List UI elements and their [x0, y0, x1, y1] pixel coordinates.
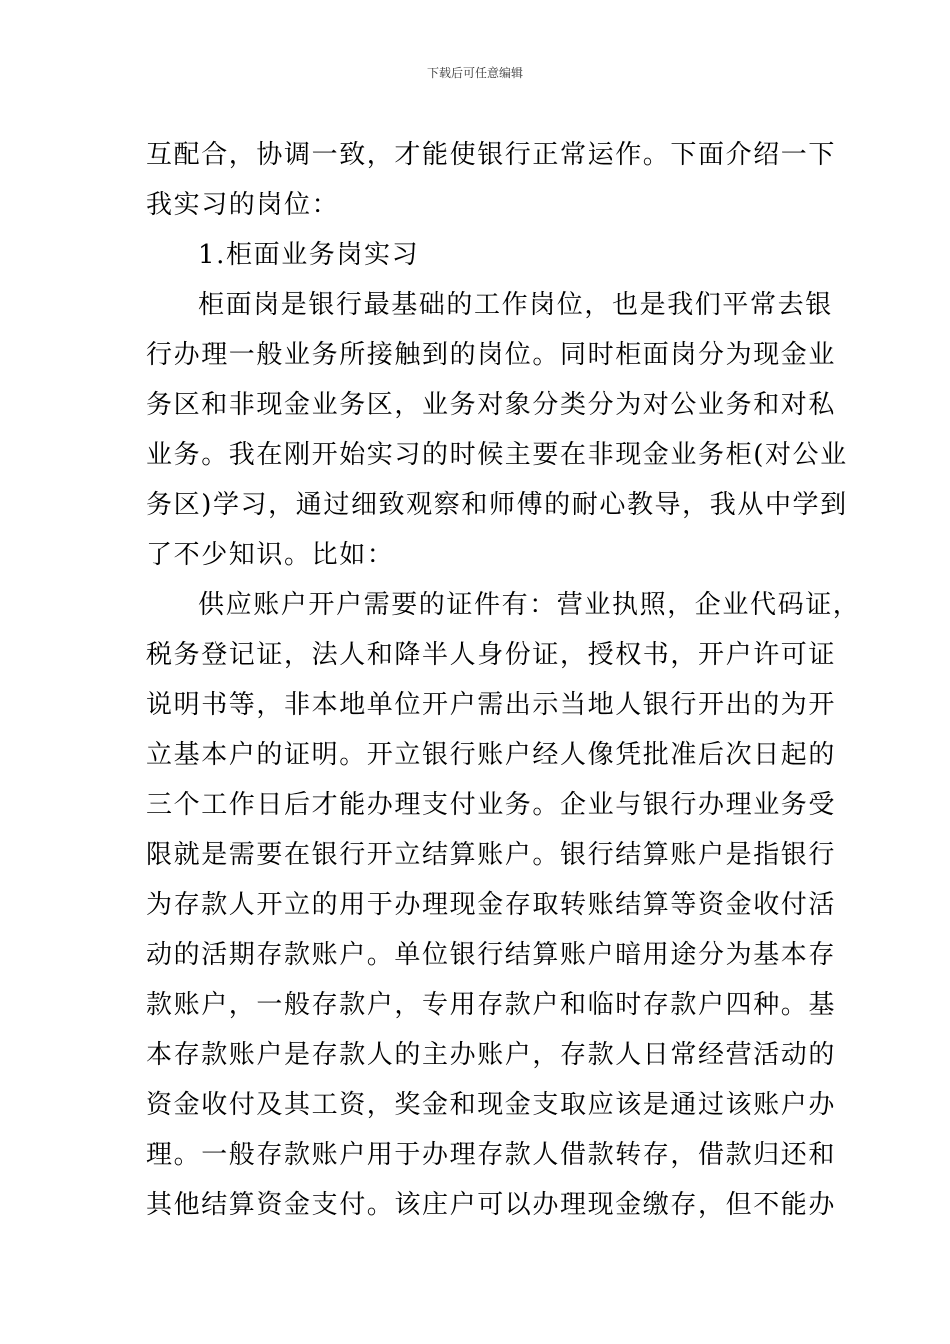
text-line: 限就是需要在银行开立结算账户。银行结算账户是指银行 [146, 840, 837, 870]
text-line: 税务登记证，法人和降半人身份证，授权书，开户许可证 [146, 640, 837, 670]
text-line: 为存款人开立的用于办理现金存取转账结算等资金收付活 [146, 890, 837, 920]
paragraph-start: 供应账户开户需要的证件有：营业执照，企业代码证， [198, 590, 861, 620]
text-line: 其他结算资金支付。该庄户可以办理现金缴存，但不能办 [146, 1190, 837, 1220]
text-line: 本存款账户是存款人的主办账户，存款人日常经营活动的 [146, 1040, 837, 1070]
body-text [146, 130, 861, 1230]
text-line: 款账户，一般存款户，专用存款户和临时存款户四种。基 [146, 990, 837, 1020]
text-line: 互配合，协调一致，才能使银行正常运作。下面介绍一下 [146, 140, 837, 170]
text-line: 了不少知识。比如： [146, 540, 395, 570]
text-line: 务区)学习，通过细致观察和师傅的耐心教导，我从中学到 [146, 490, 848, 520]
text-line: 务区和非现金业务区，业务对象分类分为对公业务和对私 [146, 390, 837, 420]
text-line: 理。一般存款账户用于办理存款人借款转存，借款归还和 [146, 1140, 837, 1170]
text-line: 说明书等，非本地单位开户需出示当地人银行开出的为开 [146, 690, 837, 720]
text-line: 立基本户的证明。开立银行账户经人像凭批准后次日起的 [146, 740, 837, 770]
text-line: 行办理一般业务所接触到的岗位。同时柜面岗分为现金业 [146, 340, 837, 370]
section-heading: 1.柜面业务岗实习 [198, 240, 420, 270]
text-line: 业务。我在刚开始实习的时候主要在非现金业务柜(对公业 [146, 440, 848, 470]
text-line: 动的活期存款账户。单位银行结算账户暗用途分为基本存 [146, 940, 837, 970]
paragraph-start: 柜面岗是银行最基础的工作岗位，也是我们平常去银 [198, 290, 833, 320]
text-line: 资金收付及其工资，奖金和现金支取应该是通过该账户办 [146, 1090, 837, 1120]
text-line: 我实习的岗位： [146, 190, 340, 220]
text-line: 三个工作日后才能办理支付业务。企业与银行办理业务受 [146, 790, 837, 820]
page-header: 下载后可任意编辑 [426, 66, 523, 80]
